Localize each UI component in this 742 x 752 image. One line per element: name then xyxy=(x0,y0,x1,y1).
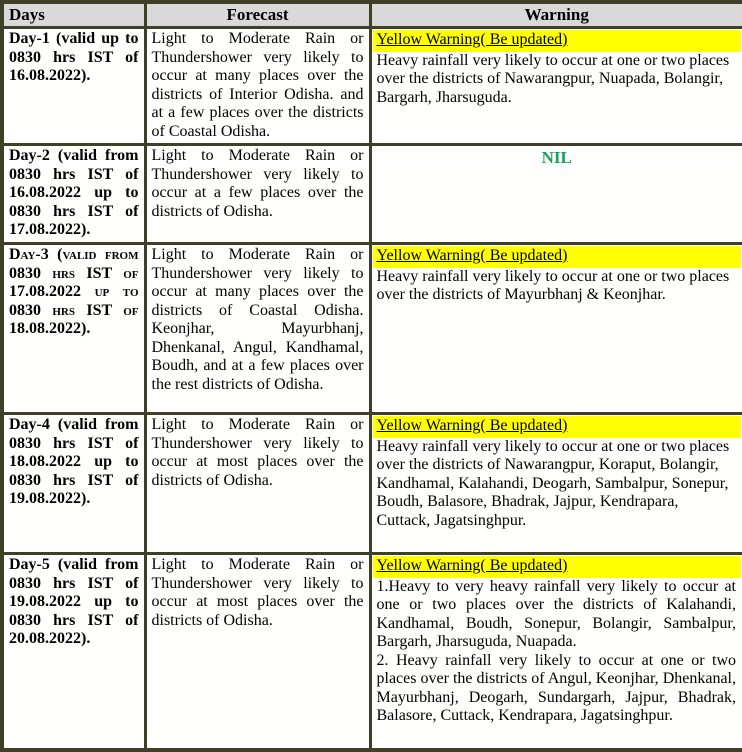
day-2-forecast: Light to Moderate Rain or Thundershower very likely to occur at a few places over the districts of Odisha. xyxy=(145,145,370,244)
day-1-warning xyxy=(370,28,742,145)
warning-text: Heavy rainfall very likely to occur at one or two places over the districts of Nawarangpur, Nuapada, Bolangir, Bargarh, Jharsuguda. xyxy=(372,52,742,108)
day-5-forecast: Light to Moderate Rain or Thundershower very likely to occur at most places over the districts of Odisha. xyxy=(145,554,370,750)
table-row-day-5 xyxy=(2,554,742,750)
day-3-forecast: Light to Moderate Rain or Thundershower very likely to occur at many places over the districts of Coastal Odisha. Keonjhar, Mayurbhanj, Dhenkanal, Angul, Kandhamal, Boudh, and at a few places over the rest districts of Odisha. xyxy=(145,244,370,414)
yellow-warning-title: Yellow Warning( Be updated) xyxy=(377,557,568,574)
yellow-warning-highlight xyxy=(373,246,742,268)
day-5-validity: Day-5 (valid from 0830 hrs IST of 19.08.2022 up to 0830 hrs IST of 20.08.2022). xyxy=(2,554,145,750)
warning-text: Heavy rainfall very likely to occur at one or two places over the districts of Nawarangpur, Koraput, Bolangir, Kandhamal, Kalahandi, Deogarh, Sambalpur, Sonepur, Boudh, Balasore, Bhadrak, Jajpur, Kendrapara, Cuttack, Jagatsinghpur. xyxy=(372,438,742,531)
column-header-forecast: Forecast xyxy=(145,2,370,28)
day-1-validity: Day-1 (valid up to 0830 hrs IST of 16.08.2022). xyxy=(2,28,145,145)
yellow-warning-title: Yellow Warning( Be updated) xyxy=(377,31,568,48)
warning-text: Heavy rainfall very likely to occur at one or two places over the districts of Mayurbhanj & Keonjhar. xyxy=(372,268,742,305)
day-3-warning xyxy=(370,244,742,414)
day-5-warning xyxy=(370,554,742,750)
day-4-warning xyxy=(370,414,742,554)
day-1-forecast: Light to Moderate Rain or Thundershower very likely to occur at many places over the districts of Interior Odisha. and at a few places over the districts of Coastal Odisha. xyxy=(145,28,370,145)
nil-status: NIL xyxy=(372,146,742,168)
warning-text-2: 2. Heavy rainfall very likely to occur at one or two places over the districts of Angul, Keonjhar, Dhenkanal, Mayurbhanj, Deogarh, Sundargarh, Jajpur, Bhadrak, Balasore, Cuttack, Kendrapara, Jagatsinghpur. xyxy=(372,652,742,726)
day-2-validity: Day-2 (valid from 0830 hrs IST of 16.08.2022 up to 0830 hrs IST of 17.08.2022). xyxy=(2,145,145,244)
yellow-warning-highlight xyxy=(373,556,742,578)
table-row-day-2 xyxy=(2,145,742,244)
yellow-warning-highlight xyxy=(373,416,742,438)
warning-text-1: 1.Heavy to very heavy rainfall very likely to occur at one or two places over the districts of Kalahandi, Kandhamal, Boudh, Sonepur, Bolangir, Sambalpur, Bargarh, Jharsuguda, Nuapada. xyxy=(372,578,742,652)
day-4-forecast: Light to Moderate Rain or Thundershower very likely to occur at most places over the districts of Odisha. xyxy=(145,414,370,554)
column-header-warning: Warning xyxy=(370,2,742,28)
day-4-validity: Day-4 (valid from 0830 hrs IST of 18.08.2022 up to 0830 hrs IST of 19.08.2022). xyxy=(2,414,145,554)
header-row xyxy=(2,2,742,28)
day-3-validity: Day-3 (valid from 0830 hrs IST of 17.08.2022 up to 0830 hrs IST of 18.08.2022). xyxy=(2,244,145,414)
table-row-day-3 xyxy=(2,244,742,414)
table-row-day-4 xyxy=(2,414,742,554)
yellow-warning-title: Yellow Warning( Be updated) xyxy=(377,417,568,434)
yellow-warning-highlight xyxy=(373,30,742,52)
table-row-day-1 xyxy=(2,28,742,145)
day-2-warning xyxy=(370,145,742,244)
column-header-days: Days xyxy=(2,2,145,28)
yellow-warning-title: Yellow Warning( Be updated) xyxy=(377,247,568,264)
